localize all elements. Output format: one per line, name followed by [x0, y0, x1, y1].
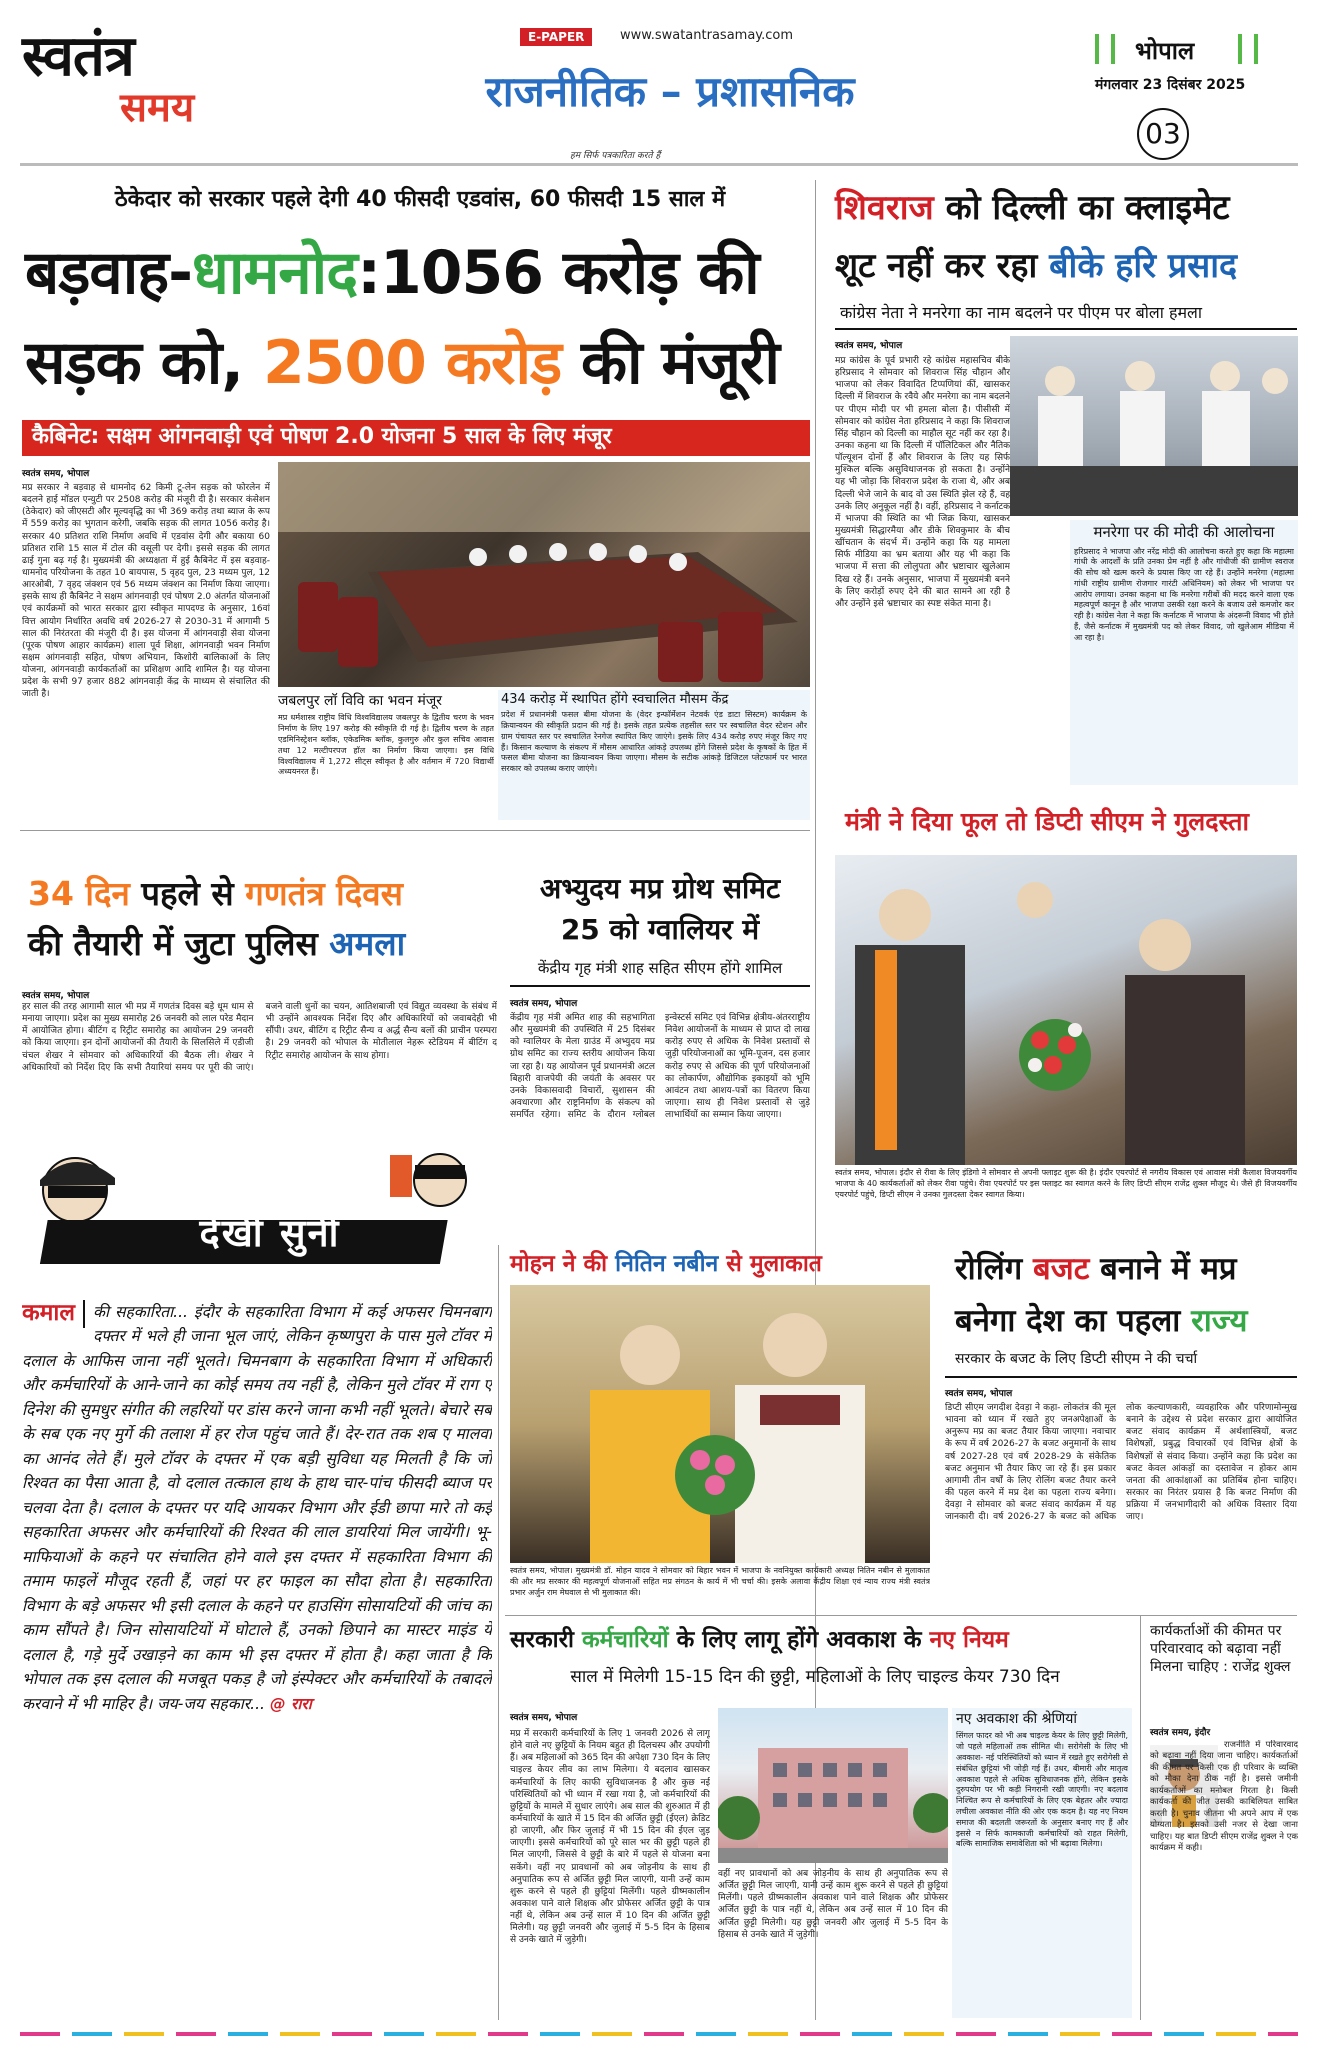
- logo: [22, 23, 272, 166]
- mohan-caption: स्वतंत्र समय, भोपाल। मुख्यमंत्री डॉ. मोहन यादव ने सोमवार को बिहार भवन में भाजपा के नवनियुक्त कार्यकारी अध्यक्ष नितिन नबीन से मुलाकात की और मप्र सरकार की महत्वपूर्ण योजनाओं सहित मप्र संगठन के कार्य में भी चर्चा की। इसके अलावा केंद्रीय शिक्षा एवं न्याय राज्य मंत्री स्वतंत्र प्रभार अर्जुन राम मेघवाल से भी मुलाकात की।: [510, 1566, 930, 1597]
- press-conference-illustration: [1010, 336, 1298, 516]
- police-h1c: गणतंत्र दिवस: [245, 874, 403, 913]
- leave-categories-box: [952, 1708, 1132, 2018]
- shivraj-h1b: को दिल्ली का क्लाइमेट: [933, 188, 1230, 228]
- mohan-h-a: मोहन ने की: [510, 1251, 616, 1277]
- lead-byline: स्वतंत्र समय, भोपाल: [22, 469, 90, 479]
- lead-h1a: बड़वाह-: [25, 238, 193, 308]
- site-url[interactable]: www.swatantrasamay.com: [620, 28, 794, 43]
- mantri-caption: स्वतंत्र समय, भोपाल। इंदौर से रीवा के लिए इंडिगो ने सोमवार से अपनी फ्लाइट शुरू की है। इंदौर एयरपोर्ट से नगरीय विकास एवं आवास मंत्री कैलाश विजयवर्गीय भाजपा के 40 कार्यकर्ताओं को लेकर रीवा पहुंचे। रीवा एयरपोर्ट पर इस फ्लाइट का स्वागत करने के लिए डिप्टी सीएम राजेंद्र शुक्ल मौजूद थे। जैसे ही विजयवर्गीय एयरपोर्ट पहुंचे, डिप्टी सीएम ने उनका गुलदस्ता देकर स्वागत किया।: [835, 1168, 1297, 1199]
- weather-box: [498, 690, 810, 820]
- rolling-h1a: रोलिंग: [955, 1251, 1034, 1287]
- tagline: हम सिर्फ पत्रकारिता करते हैं: [570, 151, 661, 161]
- mohan-h-c: से मुलाकात: [718, 1251, 822, 1277]
- section-rule: [505, 1615, 1297, 1616]
- leave-categories-title: नए अवकाश की श्रेणियां: [956, 1711, 1078, 1727]
- masthead: [0, 0, 1318, 165]
- mantri-headline: मंत्री ने दिया फूल तो डिप्टी सीएम ने गुलदस्ता: [845, 807, 1249, 836]
- dekhi-text: की सहकारिता... इंदौर के सहकारिता विभाग में कई अफसर चिमनबाग दफ्तर में भले ही जाना भूल जाएं, लेकिन कृष्णपुरा के पास मुले टॉवर में दलाल के आफिस जाना नहीं भूलते। चिमनबाग के सहकारिता विभाग में अधिकारी और कर्मचारियों के आने-जाने का कोई समय तय नहीं है, लेकिन मुले टॉवर में राग ए दिनेश की सुमधुर संगीत की लहरियों पर डांस करने जाना कभी नहीं भूलते। बेचारे सब के सब एक नए मुर्गे की तलाश में हर रोज पहुंच जाते हैं। देर-रात तक शब ए मालवा का आनंद लेते हैं। मुले टॉवर के दफ्तर में एक बड़ी सुविधा यह मिलती है कि जो रिश्वत का पैसा आता है, वो दलाल तत्काल हाथ के हाथ चार-पांच फीसदी ब्याज पर चलवा देता है। दलाल के दफ्तर पर यदि आयकर विभाग और ईडी छापा मारे तो कई सहकारिता अफसर और कर्मचारियों की रिश्वत की लाल डायरियां मिल जायेंगी। भू-माफियाओं के कहने पर संचालित होने वाले इस दफ्तर में सहकारिता विभाग की तमाम फाइलें मौजूद रहती हैं, जहां पर हर फाइल का सौदा होता है। सहकारिता विभाग के बड़े अफसर भी इसी दलाल के कहने पर हाउसिंग सोसायटियों की जांच का काम सौंपते है। जिन सोसायटियों में घोटाले हैं, उनको छिपाने का मास्टर माइंड ये दलाल है, गड़े मुर्दे उखाड़ने का काम भी इस दफ्तर में होता है। कहा जाता है कि भोपाल तक इस दलाल की मजबूत पकड़ है जो इंस्पेक्टर और कर्मचारियों के तबादले करवाने में भी माहिर है। जय-जय सहकार...: [22, 1303, 492, 1713]
- police-h2b: अमला: [329, 924, 406, 963]
- shukla-headline: कार्यकर्ताओं की कीमत पर परिवारवाद को बढ़ावा नहीं मिलना चाहिए : राजेंद्र शुक्ल: [1150, 1623, 1291, 1676]
- cabinet-photo: [278, 462, 810, 687]
- shivraj-headline-1: [835, 190, 1230, 227]
- abhyuday-sub-rule: [510, 985, 810, 987]
- sarkari-headline: [510, 1628, 1009, 1653]
- page-number: 03: [1137, 108, 1189, 160]
- city-bars: [1095, 34, 1115, 64]
- weather-body: प्रदेश में प्रधानमंत्री फसल बीमा योजना के (वेदर इन्फॉर्मेशन नेटवर्क एंड डाटा सिस्टम) कार्यक्रम के क्रियान्वयन की स्वीकृति प्रदान की गई है। इसके तहत प्रत्येक तहसील स्तर पर स्वचालित वेदर स्टेशन और ग्राम पंचायत स्तर पर स्वचालित रेनगेज स्थापित किए जाएंगे। इसके लिए 434 करोड़ रुपए मंजूर किए गए हैं। किसान कल्याण के संकल्प में मौसम आधारित आंकड़े उपलब्ध होंगे जिससे प्रदेश के कृषकों के हित में फसल बीमा योजना का क्रियान्वयन किया जाएगा। मौसम के सटीक आंकड़े डिजिटल प्लेटफार्म पर भारत सरकार को उपलब्ध कराए जाएंगे।: [501, 710, 807, 774]
- column-rule: [1140, 1615, 1141, 2020]
- leave-categories-body: सिंगल फादर को भी अब चाइल्ड केयर के लिए छुट्टी मिलेगी, जो पहले महिलाओं तक सीमित थी। सरोगेसी के लिए भी अवकाश- नई परिस्थितियों को ध्यान में रखते हुए सरोगेसी से संबंधित छुट्टियां भी जोड़ी गई हैं। उधर, बीमारी और मातृत्व अवकाश पहले से अधिक सुविधाजनक होंगे, लेकिन इसके दुरुपयोग पर भी कड़ी निगरानी रखी जाएगी। नए बदलाव निश्चित रूप से कर्मचारियों के लिए एक बेहतर और ज्यादा लचीला अवकाश नीति की ओर एक कदम है। यह नए नियम समाज की बदलती जरूरतों के अनुसार बनाए गए हैं और इससे न सिर्फ कामकाजी कर्मचारियों को राहत मिलेगी, बल्कि सामाजिक समावेशिता को भी बढ़ावा मिलेगा।: [956, 1731, 1128, 1849]
- meeting-illustration: [510, 1285, 930, 1563]
- weather-title: 434 करोड़ में स्थापित होंगे स्वचालित मौसम केंद्र: [501, 692, 729, 707]
- sarkari-h-b: कर्मचारियों: [581, 1627, 669, 1653]
- abhyuday-headline-2: 25 को ग्वालियर में: [560, 913, 760, 946]
- sarkari-body-2: वहीं नए प्रावधानों को अब जोड़नीय के साथ ही अनुपातिक रूप से अर्जित छुट्टी मिल जाएगी, यानी उन्हें काम शुरू करने से पहले ही छुट्टियां मिलेंगी। पहले ग्रीष्मकालीन अवकाश पाने वाले शिक्षक और प्रोफेसर अर्जित छुट्टी के पात्र नहीं थे, लेकिन अब उन्हें साल में 10 दिन की अर्जित छुट्टी मिलेगी। यह छुट्टी जनवरी और जुलाई में 5-5 दिन के हिसाब से उनके खाते में जुड़ेगी।: [718, 1869, 948, 1940]
- epaper-badge: E-PAPER: [520, 28, 592, 46]
- rolling-byline: स्वतंत्र समय, भोपाल: [945, 1389, 1013, 1399]
- bouquet-greeting-illustration: [835, 855, 1297, 1165]
- sarkari-sub: साल में मिलेगी 15-15 दिन की छुट्टी, महिलाओं के लिए चाइल्ड केयर 730 दिन: [570, 1667, 1060, 1687]
- abhyuday-body: केंद्रीय गृह मंत्री अमित शाह की सहभागिता और मुख्यमंत्री की उपस्थिति में 25 दिसंबर को ग्वालियर के मेला ग्राउंड में अभ्युदय मप्र ग्रोथ समिट का राज्य स्तरीय आयोजन किया जा रहा है। यह आयोजन पूर्व प्रधानमंत्री अटल बिहारी वाजपेयी की जयंती के अवसर पर उनके विकासवादी विचारों, सुशासन की अवधारणा और राष्ट्रनिर्माण के संकल्प को समर्पित रहेगा। समिट के दौरान ग्लोबल इन्वेस्टर्स समिट एवं विभिन्न क्षेत्रीय-अंतरराष्ट्रीय निवेश आयोजनों के माध्यम से प्राप्त दो लाख करोड़ रुपए से अधिक के निवेश प्रस्तावों से जुड़ी परियोजनाओं का भूमि-पूजन, दस हजार करोड़ रुपए से अधिक की पूर्ण परियोजनाओं का लोकार्पण, औद्योगिक इकाइयों को भूमि आवंटन तथा आशय-पत्रों का वितरण किया जाएगा। साथ ही निवेश प्रस्तावों से जुड़े लाभार्थियों का सम्मान किया जाएगा।: [510, 1013, 810, 1121]
- rolling-h1b: बजट: [1033, 1251, 1090, 1287]
- logo-line1: स्वतंत्र: [22, 23, 134, 89]
- lead-h2b: 2500 करोड़: [262, 328, 562, 398]
- footer-strip: [20, 2032, 1298, 2036]
- police-headline-1: [28, 876, 403, 912]
- dekhi-suni-banner: [20, 1150, 495, 1270]
- rolling-body: डिप्टी सीएम जगदीश देवड़ा ने कहा- लोकतंत्र की मूल भावना को ध्यान में रखते हुए जनअपेक्षाओं के अनुरूप मप्र का बजट तैयार किया जाएगा। नवाचार के रूप में वर्ष 2026-27 के बजट अनुमानों के साथ वर्ष 2027-28 एवं वर्ष 2028-29 के संकेतिक बजट अनुमान भी तैयार किए जा रहे हैं। इस प्रकार आगामी तीन वर्षों के लिए रोलिंग बजट तैयार करने की पहल करने में मप्र देश का पहला राज्य बनेगा। देवड़ा ने सोमवार को बजट संवाद कार्यक्रम में यह जानकारी दी। वर्ष 2026-27 के बजट को अधिक लोक कल्याणकारी, व्यवहारिक और परिणामोन्मुख बनाने के उद्देश्य से प्रदेश सरकार द्वारा आयोजित बजट संवाद कार्यक्रम में अर्थशास्त्रियों, बजट विशेषज्ञों, प्रबुद्ध विचारकों एवं विभिन्न क्षेत्रों के विशेषज्ञों से संवाद किया। उन्होंने कहा कि प्रदेश का बजट केवल आंकड़ों का दस्तावेज न होकर आम जनता की आकांक्षाओं का प्रतिबिंब होना चाहिए। सरकार का निरंतर प्रयास है कि बजट निर्माण की प्रक्रिया में जनभागीदारी को अधिक विस्तार दिया जाए।: [945, 1403, 1297, 1523]
- lead-body: मप्र सरकार ने बड़वाह से धामनोद 62 किमी टू-लेन सड़क को फोरलेन में बदलने हाई मॉडल एन्युटी पर 2508 करोड़ की मंजूरी दी है। सरकार कंसेशन (ठेकेदार) को जीएसटी और मूल्यवृद्धि का भी 369 करोड़ तथा ब्याज के रूप में 559 करोड़ का भुगतान करेगी, जबकि सड़क की लागत 1056 करोड़ है। सरकार 40 प्रतिशत राशि निर्माण अवधि में एडवांस देगी और बकाया 60 प्रतिशत राशि 15 साल में टोल की वसूली पर देगी। इससे सड़क की लागत ढाई गुना बढ़ गई है। मुख्यमंत्री की अध्यक्षता में हुई कैबिनेट में इस बड़वाह-धामनोद परियोजना के तहत 10 बायपास, 5 वृहद पुल, 23 मध्यम पुल, 12 आरओबी, 7 वृहद जंक्शन एवं 56 मध्यम जंक्शन का निर्माण किया जाएगा। इसके साथ ही कैबिनेट ने सक्षम आंगनवाड़ी एवं पोषण 2.0 अंतर्गत योजनाओं एवं कार्यक्रमों को भारत सरकार द्वारा स्वीकृत मापदण्ड के अनुसार, 16वां वित्त आयोग निर्धारित अवधि वर्ष 2026-27 से 2030-31 में आगामी 5 साल की निरंतरता की मंजूरी दी है। इस योजना में आंगनवाड़ी सेवा योजना (पूरक पोषण आहार कार्यक्रम) शाला पूर्व शिक्षा, आंगनवाड़ी भवन निर्माण सक्षम आंगनवाड़ी सहित, पोषण अभियान, किशोरी बालिकाओं के लिए योजना, आंगनवाड़ी कार्यकर्ताओं का प्रशिक्षण आदि शामिल है। यह योजना प्रदेश के सभी 97 हजार 882 आंगनवाड़ी केंद्र के माध्यम से संचालित की जाती है।: [22, 483, 270, 700]
- column-rule: [498, 1245, 499, 2020]
- lead-headline-2: [25, 330, 779, 396]
- shivraj-body: मप्र कांग्रेस के पूर्व प्रभारी रहे कांग्रेस महासचिव बीके हरिप्रसाद ने सोमवार को शिवराज सिंह चौहान और भाजपा को लेकर विवादित टिप्पणियां कीं, खासकर दिल्ली में शिवराज के रवैये और मनरेगा का नाम बदलने पर पीएम मोदी पर भी हमला बोला है। पीसीसी में सोमवार को कांग्रेस नेता हरिप्रसाद ने कहा कि शिवराज सिंह चौहान को दिल्ली का माहौल सूट नहीं कर रहा है। उनका कहना था कि दिल्ली में पॉलिटिकल और नैतिक पॉल्यूशन दोनों हैं और शिवराज के लिए यह सिर्फ मुश्किल बल्कि असुविधाजनक हो सकता है। उन्होंने यह भी जोड़ा कि शिवराज प्रदेश के राजा थे, और अब दिल्ली भेजे जाने के बाद वो उस स्थिति झेल रहे हैं, वह उनके लिए अनुकूल नहीं है। वहीं, हरिप्रसाद ने कर्नाटक में भाजपा की स्थिति का भी जिक्र किया, खासकर मुख्यमंत्री सिद्धारमैया और डीके शिवकुमार के बीच खींचतान के संदर्भ में। उन्होंने कहा कि यह मामला सिर्फ मीडिया का भ्रम बताया और यह भी कहा कि भाजपा में सत्ता की लोलुपता और भ्रष्टाचार खुलेआम दिख रहे हैं। उनके अनुसार, भाजपा में मुख्यमंत्री बनने के लिए करोड़ों रुपए देने की बात सामने आ रही है और उन्होंने इसे भ्रष्टाचार का स्पष्ट संकेत माना है।: [835, 356, 1010, 609]
- mgnrega-box: [1070, 520, 1298, 785]
- lead-sub-text: कैबिनेट: सक्षम आंगनवाड़ी एवं पोषण 2.0 योजना 5 साल के लिए मंजूर: [32, 424, 612, 449]
- mohan-photo: [510, 1285, 930, 1563]
- lead-kicker: ठेकेदार को सरकार पहले देगी 40 फीसदी एडवांस, 60 फीसदी 15 साल में: [114, 187, 726, 212]
- abhyuday-byline: स्वतंत्र समय, भोपाल: [510, 999, 578, 1009]
- shivraj-sub: कांग्रेस नेता ने मनरेगा का नाम बदलने पर पीएम पर बोला हमला: [840, 303, 1203, 322]
- dekhi-suni-title: देखी सुनी: [199, 1210, 341, 1255]
- police-headline-2: [28, 926, 405, 962]
- shivraj-sub-rule: [835, 328, 1297, 330]
- sarkari-h-d: नए नियम: [929, 1627, 1009, 1653]
- sarkari-h-a: सरकारी: [510, 1627, 582, 1653]
- lead-h1c: :1056 करोड़ की: [357, 238, 759, 308]
- dekhi-lead-word: कमाल: [22, 1300, 85, 1328]
- shukla-byline: स्वतंत्र समय, इंदौर: [1150, 1728, 1211, 1738]
- shivraj-h2b: बीके हरि प्रसाद: [1037, 246, 1238, 286]
- abhyuday-headline-1: अभ्युदय मप्र ग्रोथ समिट: [539, 872, 781, 905]
- law-univ-body: मप्र धर्मशास्त्र राष्ट्रीय विधि विश्वविद्यालय जबलपुर के द्वितीय चरण के भवन निर्माण के लिए 197 करोड़ की स्वीकृति दी गई है। द्वितीय चरण के तहत एडमिनिस्ट्रेशन ब्लॉक, एकेडमिक ब्लॉक, कुलगुरु और कुल सचिव आवास तथा 12 मल्टीपरपज हॉल का निर्माण किया जाएगा। इस विधि विश्वविद्यालय में 1,272 सीट्स स्वीकृत है और वर्तमान में 720 विद्यार्थी अध्ययनरत हैं।: [278, 713, 494, 777]
- section-rule: [20, 830, 810, 831]
- lead-h1b: धामनोद: [192, 238, 358, 308]
- masthead-rule: [20, 163, 1298, 166]
- office-building-photo: [718, 1708, 948, 1863]
- sarkari-h-c: के लिए लागू होंगे अवकाश के: [668, 1627, 930, 1653]
- dekhi-sign: @ रारा: [269, 1694, 312, 1713]
- cabinet-table-illustration: [278, 462, 810, 687]
- dekhi-suni-body: [22, 1300, 492, 2005]
- mantri-photo: [835, 855, 1297, 1165]
- police-byline: स्वतंत्र समय, भोपाल: [22, 991, 90, 1001]
- mgnrega-body: हरिप्रसाद ने भाजपा और नरेंद्र मोदी की आलोचना करते हुए कहा कि महात्मा गांधी के आदर्शों के प्रति उनका प्रेम नहीं है और गांधीजी की ग्रामीण स्वराज की सोच को खत्म करने के प्रयास किए जा रहे हैं। उन्होंने मनरेगा (महात्मा गांधी राष्ट्रीय ग्रामीण रोजगार गारंटी अधिनियम) को लेकर भी भाजपा पर आरोप लगाया। उनका कहना था कि मनरेगा गरीबों की मदद करने वाला एक महत्वपूर्ण कानून है और भाजपा उसकी रक्षा करने के बजाय उसे कमजोर कर रही है। कांग्रेस नेता ने कहा कि कर्नाटक में भाजपा के अंदरूनी विवाद भी होते हैं, जैसे कर्नाटक में मुख्यमंत्री पद को लेकर विवाद, जो खुलेआम मीडिया में आ रहा है।: [1074, 546, 1294, 642]
- rolling-h2b: राज्य: [1191, 1303, 1248, 1339]
- rolling-sub-rule: [945, 1376, 1297, 1378]
- issue-date: मंगलवार 23 दिसंबर 2025: [1095, 77, 1246, 93]
- sarkari-byline: स्वतंत्र समय, भोपाल: [510, 1713, 578, 1723]
- building-illustration: [718, 1708, 948, 1863]
- lead-h2c: की मंजूरी: [561, 328, 779, 398]
- shivraj-byline: स्वतंत्र समय, भोपाल: [835, 341, 903, 351]
- law-univ-title: जबलपुर लॉ विवि का भवन मंजूर: [278, 693, 443, 709]
- city: भोपाल: [1135, 37, 1195, 65]
- rolling-sub: सरकार के बजट के लिए डिप्टी सीएम ने की चर्चा: [955, 1351, 1198, 1367]
- logo-line2: समय: [120, 83, 195, 131]
- shivraj-photo: [1010, 336, 1298, 516]
- lead-h2a: सड़क को,: [25, 328, 263, 398]
- police-h2a: की तैयारी में जुटा पुलिस: [28, 924, 330, 963]
- rolling-headline-1: [955, 1252, 1237, 1286]
- police-h1a: 34 दिन: [28, 874, 130, 913]
- shukla-body: राजनीति में परिवारवाद को बढ़ावा नहीं दिया जाना चाहिए। कार्यकर्ताओं की कीमत पर किसी एक ही परिवार के व्यक्ति को मौका देना ठीक नहीं है। इससे जमीनी कार्यकर्ताओं का मनोबल गिरता है। किसी कार्यकर्ता की जीत उसकी काबिलियत साबित करती है। चुनाव जीतना भी अपने आप में एक योग्यता है। इसको उसी नजर से देखा जाना चाहिए। यह बात डिप्टी सीएम राजेंद्र शुक्ल ने एक कार्यक्रम में कही।: [1150, 1740, 1298, 1854]
- mohan-headline: [510, 1252, 822, 1277]
- mohan-h-b: नितिन नबीन: [615, 1251, 719, 1277]
- city-bars: [1238, 34, 1258, 64]
- rolling-h1c: बनाने में मप्र: [1089, 1251, 1237, 1287]
- rolling-h2a: बनेगा देश का पहला: [955, 1303, 1192, 1339]
- law-univ-box: [278, 690, 494, 820]
- police-h1b: पहले से: [129, 874, 246, 913]
- abhyuday-sub: केंद्रीय गृह मंत्री शाह सहित सीएम होंगे शामिल: [537, 959, 783, 977]
- shivraj-h1a: शिवराज: [835, 188, 934, 228]
- shivraj-h2a: शूट नहीं कर रहा: [835, 246, 1038, 286]
- sarkari-body-1: मप्र में सरकारी कर्मचारियों के लिए 1 जनवरी 2026 से लागू होने वाले नए छुट्टियों के नियम बहुत ही दिलचस्प और उपयोगी हैं। अब महिलाओं को 365 दिन की अपेक्षा 730 दिन के लिए चाइल्ड केयर लीव का लाभ मिलेगा। ये बदलाव खासकर कर्मचारियों के लिए काफी सुविधाजनक है और कुछ नई परिस्थितियों को भी ध्यान में रखा गया है, जो कर्मचारियों की छुट्टियों के मामले में सुधार लाएंगे। अब साल की शुरुआत में ही कर्मचारियों के खाते में 15 दिन की अर्जित छुट्टी (ईएल) क्रेडिट हो जाएगी, और फिर जुलाई में भी 15 दिन की ईएल जुड़ जाएगी। इससे कर्मचारियों को पूरे साल भर की छुट्टी पहले ही मिल जाएगी, जिससे वे छुट्टी के बारे में पहले से योजना बना सकेंगे। वहीं नए प्रावधानों को अब जोड़नीय के साथ ही अनुपातिक रूप से अर्जित छुट्टी मिल जाएगी, यानी उन्हें काम शुरू करने से पहले ही छुट्टियां मिलेंगी। पहले ग्रीष्मकालीन अवकाश पाने वाले शिक्षक और प्रोफेसर अर्जित छुट्टी के पात्र नहीं थे, लेकिन अब उन्हें साल में 10 दिन की अर्जित छुट्टी मिलेगी। यह छुट्टी जनवरी और जुलाई में 5-5 दिन के हिसाब से उनके खाते में जुड़ेगी।: [510, 1729, 710, 1946]
- mgnrega-title: मनरेगा पर की मोदी की आलोचना: [1093, 523, 1275, 541]
- shivraj-headline-2: [835, 248, 1237, 285]
- rolling-headline-2: [955, 1304, 1247, 1338]
- lead-subhead: [22, 420, 810, 456]
- police-body: हर साल की तरह आगामी साल भी मप्र में गणतंत्र दिवस बड़े धूम धाम से मनाया जाएगा। प्रदेश का मुख्य समारोह 26 जनवरी को लाल परेड मैदान में आयोजित होगा। बीटिंग द रिट्रीट समारोह का आयोजन 29 जनवरी को किया जाएगा। इन दोनों आयोजनों की तैयारी के सिलसिले में एडीजी चंचल शेखर ने सोमवार को अधिकारियों की बैठक ली। शेखर ने अधिकारियों को निर्देश दिए कि सभी तैयारियां समय पर पूरी की जाएं। बजने वाली धुनों का चयन, आतिशबाजी एवं विद्युत व्यवस्था के संबंध में भी उन्होंने आवश्यक निर्देश दिए और अधिकारियों को जवाबदेही भी सौंपी। उधर, बीटिंग द रिट्रीट सैन्य व अर्द्ध सैन्य बलों की प्राचीन परम्परा है। 29 जनवरी को भोपाल के मोतीलाल नेहरू स्टेडियम में बीटिंग द रिट्रीट समारोह आयोजन के साथ होगा।: [22, 1002, 497, 1073]
- lead-headline-1: [25, 240, 759, 306]
- section-title: राजनीतिक – प्रशासनिक: [485, 67, 855, 116]
